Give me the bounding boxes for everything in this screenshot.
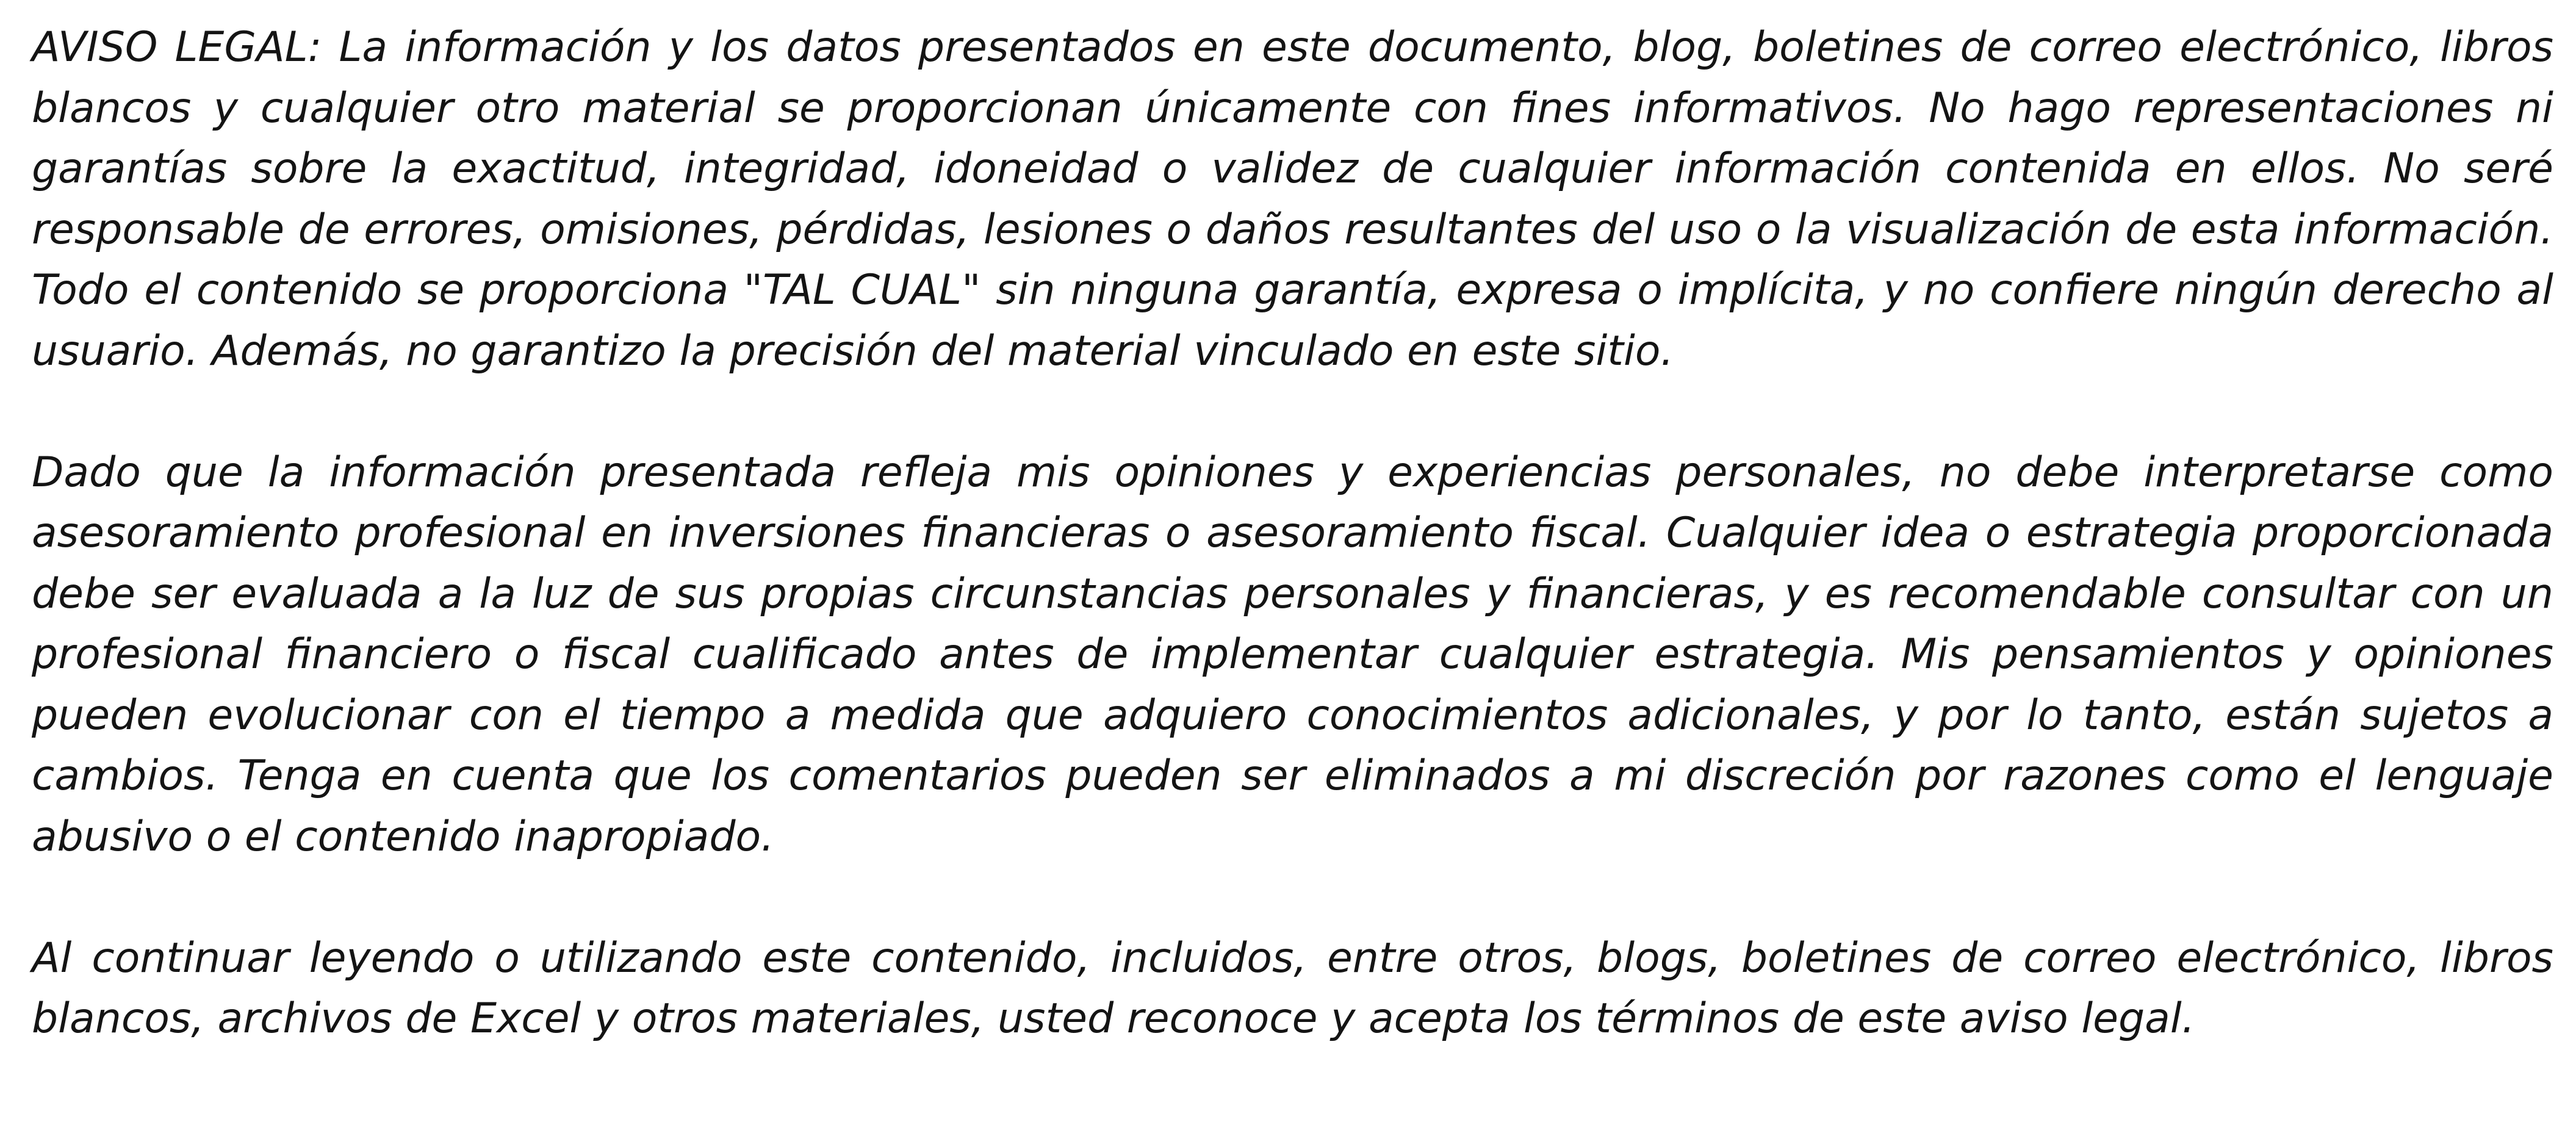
disclaimer-paragraph-3: Al continuar leyendo o utilizando este contenido, incluidos, entre otros, blogs, boletines de correo electrónico, libros blancos, archivos de Excel y otros materiales, usted reconoce y acepta los términos de este aviso legal. xyxy=(32,933,2553,1043)
disclaimer-paragraph-1: AVISO LEGAL: La información y los datos presentados en este documento, blog, boletines de correo electrónico, libros blancos y cualquier otro material se proporcionan únicamente con fines informativos. No hago representaciones ni garantías sobre la exactitud, integridad, idoneidad o validez de cualquier información contenida en ellos. No seré responsable de errores, omisiones, pérdidas, lesiones o daños resultantes del uso o la visualización de esta información. Todo el contenido se proporciona "TAL CUAL" sin ninguna garantía, expresa o implícita, y no confiere ningún derecho al usuario. Además, no garantizo la precisión del material vinculado en este sitio. xyxy=(32,23,2553,375)
legal-disclaimer xyxy=(32,17,2553,1049)
disclaimer-paragraph-2: Dado que la información presentada refleja mis opiniones y experiencias personales, no debe interpretarse como asesoramiento profesional en inversiones financieras o asesoramiento fiscal. Cualquier idea o estrategia proporcionada debe ser evaluada a la luz de sus propias circunstancias personales y financieras, y es recomendable consultar con un profesional financiero o fiscal cualificado antes de implementar cualquier estrategia. Mis pensamientos y opiniones pueden evolucionar con el tiempo a medida que adquiero conocimientos adicionales, y por lo tanto, están sujetos a cambios. Tenga en cuenta que los comentarios pueden ser eliminados a mi discreción por razones como el lenguaje abusivo o el contenido inapropiado. xyxy=(32,448,2553,861)
